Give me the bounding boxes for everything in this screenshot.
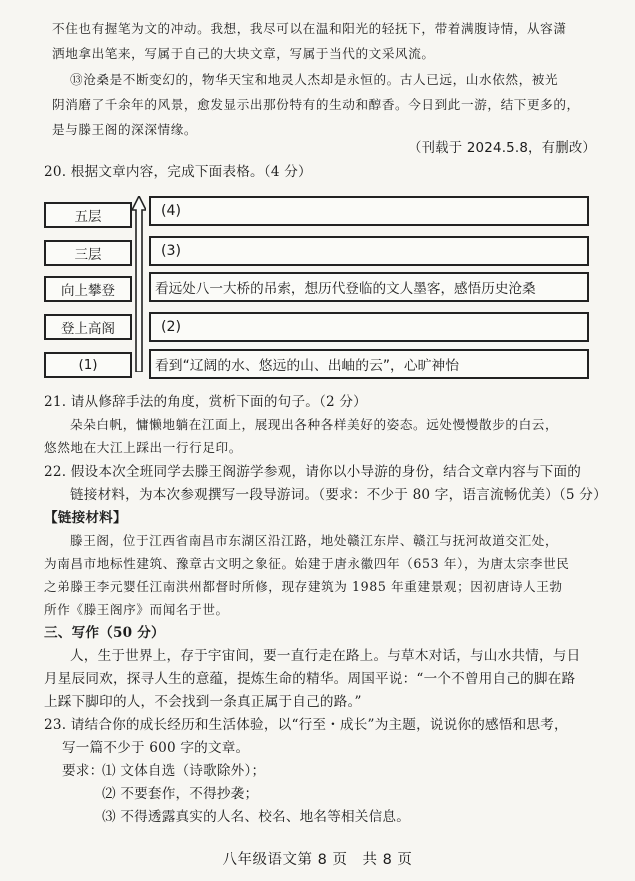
section-3-para-1: 人，生于世界上，存于宇宙间，要一直行走在路上。与草木对话，与山水共情，与日 <box>70 648 581 664</box>
passage-line-2: 洒地拿出笔来，写属于自己的大块文章，写属于当代的文采风流。 <box>52 46 435 61</box>
q20-stem: 20. 根据文章内容，完成下面表格。（4 分） <box>44 164 312 180</box>
q23-requirement-3: ⑶ 不得透露真实的人名、校名、地名等相关信息。 <box>102 809 410 825</box>
q23-requirement-1: ⑴ 文体自选（诗歌除外）； <box>102 763 266 779</box>
table-left-cell: 三层 <box>44 240 132 266</box>
q21-quote-line-2: 悠然地在大江上踩出一行行足印。 <box>44 440 242 455</box>
table-right-cell: (2) <box>149 312 589 342</box>
up-arrow-icon <box>132 196 146 372</box>
section-3-title: 三、写作（50 分） <box>44 625 165 641</box>
table-left-cell: 五层 <box>44 202 132 228</box>
q21-stem: 21. 请从修辞手法的角度，赏析下面的句子。（2 分） <box>44 394 367 410</box>
q23-stem-line-2: 写一篇不少于 600 字的文章。 <box>62 740 250 756</box>
table-left-cell: 登上高阁 <box>44 314 132 340</box>
material-line-1: 滕王阁，位于江西省南昌市东湖区沿江路，地处赣江东岸、赣江与抚河故道交汇处， <box>70 533 559 548</box>
passage-source: （刊载于 2024.5.8，有删改） <box>408 141 597 156</box>
table-right-cell: (4) <box>149 196 589 226</box>
material-line-2: 为南昌市地标性建筑、豫章古文明之象征。始建于唐永徽四年（653 年），为唐太宗李世民 <box>44 556 570 571</box>
q23-requirements-label: 要求： <box>62 763 104 779</box>
q23-stem-line-1: 23. 请结合你的成长经历和生活体验，以“行至・成长”为主题，说说你的感悟和思考， <box>44 717 568 733</box>
section-3-para-3: 上踩下脚印的人，不会找到一条真正属于自己的路。” <box>44 694 362 710</box>
q23-requirement-2: ⑵ 不要套作，不得抄袭； <box>102 786 259 802</box>
table-left-cell: (1) <box>44 352 132 378</box>
passage-line-4: 阴消磨了千余年的风景，愈发显示出那份特有的生动和醇香。今日到此一游，结下更多的， <box>52 97 580 112</box>
table-left-cell: 向上攀登 <box>44 276 132 302</box>
material-line-4: 所作《滕王阁序》而闻名于世。 <box>44 602 229 617</box>
table-right-cell: (3) <box>149 236 589 266</box>
q22-stem-line-1: 22. 假设本次全班同学去滕王阁游学参观，请你以小导游的身份，结合文章内容与下面的 <box>44 464 582 480</box>
link-material-title: 【链接材料】 <box>44 510 127 526</box>
page-footer: 八年级语文第 8 页 共 8 页 <box>222 852 413 868</box>
q22-stem-line-2: 链接材料，为本次参观撰写一段导游词。（要求：不少于 80 字，语言流畅优美）（5 分） <box>70 487 607 503</box>
passage-line-1: 不住也有握笔为文的冲动。我想，我尽可以在温和阳光的轻抚下，带着满腹诗情，从容潇 <box>52 21 567 36</box>
table-right-cell: 看到“辽阔的水、悠远的山、出岫的云”，心旷神怡 <box>149 349 589 379</box>
q20-table <box>44 186 594 386</box>
table-right-cell: 看远处八一大桥的吊索，想历代登临的文人墨客，感悟历史沧桑 <box>149 272 589 302</box>
material-line-3: 之弟滕王李元婴任江南洪州都督时所修，现存建筑为 1985 年重建景观；因初唐诗人王勃 <box>44 579 563 594</box>
passage-line-3: ⑬沧桑是不断变幻的，物华天宝和地灵人杰却是永恒的。古人已远，山水依然，被光 <box>70 72 559 87</box>
section-3-para-2: 月星辰同欢，探寻人生的意蕴，提炼生命的精华。周国平说：“一个不曾用自己的脚在路 <box>44 671 576 687</box>
q21-quote-line-1: 朵朵白帆，慵懒地躺在江面上，展现出各种各样美好的姿态。远处慢慢散步的白云， <box>70 417 559 432</box>
passage-line-5: 是与滕王阁的深深情缘。 <box>52 122 198 137</box>
